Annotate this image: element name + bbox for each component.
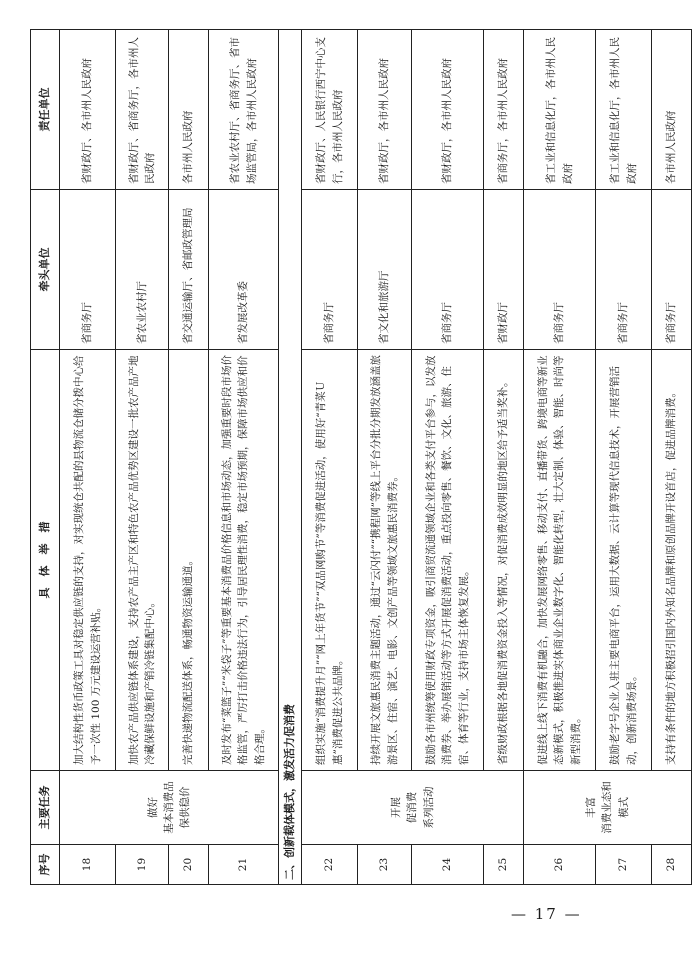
table-row bbox=[169, 30, 209, 885]
header-task: 主要任务 bbox=[31, 771, 60, 845]
table-row bbox=[484, 30, 524, 885]
task-group-2: 开展 促消费 系列活动 bbox=[302, 771, 524, 845]
row-lead: 省商务厅 bbox=[596, 190, 652, 350]
row-lead: 省商务厅 bbox=[652, 190, 692, 350]
row-measure: 完善快递物流配送体系，畅通物资运输通道。 bbox=[169, 350, 209, 771]
row-lead: 省农业农村厅 bbox=[116, 190, 169, 350]
row-seq: 25 bbox=[484, 845, 524, 885]
table-row bbox=[302, 30, 358, 885]
section-title: 二、创新载体模式，激发活力促消费 bbox=[279, 30, 302, 885]
row-lead: 省商务厅 bbox=[302, 190, 358, 350]
table-header-row bbox=[31, 30, 60, 885]
header-seq: 序号 bbox=[31, 845, 60, 885]
rotated-table-wrapper bbox=[30, 30, 678, 885]
header-resp: 责任单位 bbox=[31, 30, 60, 190]
header-measures: 具 体 举 措 bbox=[31, 350, 60, 771]
table-row bbox=[652, 30, 692, 885]
row-measure: 鼓励各市州统筹使用财政专项资金，吸引商贸流通领域企业和各类支付平台参与，以发放消费券、举办展销活动等方式开展促消费活动，重点投向零售、餐饮、文化、旅游、住宿、体育等行业，支持市场主体恢复发展。 bbox=[412, 350, 484, 771]
task-table bbox=[30, 29, 692, 885]
row-measure: 持续开展文旅惠民消费主题活动，通过“云闪付”“携程网”等线上平台分批分期发放涵盖旅游景区、住宿、演艺、电影、文创产品等领域文旅惠民消费券。 bbox=[358, 350, 412, 771]
row-measure: 省级财政根据各地促消费资金投入等情况，对促消费成效明显的地区给予适当奖补。 bbox=[484, 350, 524, 771]
row-resp: 省工业和信息化厅，各市州人民政府 bbox=[596, 30, 652, 190]
table-row bbox=[209, 30, 279, 885]
table-row bbox=[358, 30, 412, 885]
row-lead: 省商务厅 bbox=[524, 190, 596, 350]
row-seq: 22 bbox=[302, 845, 358, 885]
row-seq: 24 bbox=[412, 845, 484, 885]
task-group-3: 丰富 消费业态和 模式 bbox=[524, 771, 692, 845]
row-resp: 省财政厅、人民银行西宁中心支行，各市州人民政府 bbox=[302, 30, 358, 190]
row-resp: 各市州人民政府 bbox=[169, 30, 209, 190]
row-measure: 加大结构性货币政策工具对稳定供应链的支持，对实现统仓共配的县物流仓储分拨中心给予一次性 100 万元建设运营补贴。 bbox=[60, 350, 116, 771]
row-resp: 省财政厅，各市州人民政府 bbox=[358, 30, 412, 190]
row-resp: 各市州人民政府 bbox=[652, 30, 692, 190]
row-lead: 省商务厅 bbox=[60, 190, 116, 350]
table-row bbox=[596, 30, 652, 885]
row-lead: 省商务厅 bbox=[412, 190, 484, 350]
row-seq: 26 bbox=[524, 845, 596, 885]
header-lead: 牵头单位 bbox=[31, 190, 60, 350]
row-measure: 支持有条件的地方积极招引国内外知名品牌和原创品牌开设首店，促进品牌消费。 bbox=[652, 350, 692, 771]
row-seq: 20 bbox=[169, 845, 209, 885]
row-seq: 27 bbox=[596, 845, 652, 885]
row-resp: 省财政厅，各市州人民政府 bbox=[412, 30, 484, 190]
row-lead: 省发展改革委 bbox=[209, 190, 279, 350]
row-resp: 省农业农村厅、省商务厅、省市场监管局，各市州人民政府 bbox=[209, 30, 279, 190]
row-measure: 及时发布“菜篮子”“米袋子”等重要基本消费品价格信息和市场动态，加强重要时段市场价格监管，严厉打击价格违法行为，引导居民理性消费，稳定市场预期，保障市场供应和价格合理。 bbox=[209, 350, 279, 771]
row-seq: 21 bbox=[209, 845, 279, 885]
table-row bbox=[116, 30, 169, 885]
row-lead: 省交通运输厅、省邮政管理局 bbox=[169, 190, 209, 350]
row-resp: 省工业和信息化厅，各市州人民政府 bbox=[524, 30, 596, 190]
task-group-1: 做好 基本消费品 保供稳价 bbox=[60, 771, 279, 845]
row-seq: 19 bbox=[116, 845, 169, 885]
page-number: — 17 — bbox=[511, 905, 582, 923]
row-measure: 加快农产品供应链体系建设，支持农产品主产区和特色农产品优势区建设一批农产品产地冷藏保鲜设施和产销冷链集配中心。 bbox=[116, 350, 169, 771]
row-measure: 组织实施“消费提升月”“网上年货节”“双品网购节”等消费促进活动，使用好“青菜Ｕ惠”消费促进公共品牌。 bbox=[302, 350, 358, 771]
row-resp: 省商务厅，各市州人民政府 bbox=[484, 30, 524, 190]
row-seq: 18 bbox=[60, 845, 116, 885]
row-seq: 23 bbox=[358, 845, 412, 885]
row-lead: 省财政厅 bbox=[484, 190, 524, 350]
row-resp: 省财政厅、省商务厅，各市州人民政府 bbox=[116, 30, 169, 190]
section-row bbox=[279, 30, 302, 885]
row-measure: 促进线上线下消费有机融合，加快发展网络零售、移动支付、直播带货、跨境电商等新业态新模式，积极推进实体商业企业数字化、智能化转型，壮大定制、体验、智能、时尚等新型消费。 bbox=[524, 350, 596, 771]
table-row bbox=[412, 30, 484, 885]
table-row bbox=[524, 30, 596, 885]
row-seq: 28 bbox=[652, 845, 692, 885]
row-lead: 省文化和旅游厅 bbox=[358, 190, 412, 350]
table-row bbox=[60, 30, 116, 885]
row-measure: 鼓励老字号企业入驻主要电商平台，运用大数据、云计算等现代信息技术，开展营销活动，创新消费场景。 bbox=[596, 350, 652, 771]
row-resp: 省财政厅、各市州人民政府 bbox=[60, 30, 116, 190]
